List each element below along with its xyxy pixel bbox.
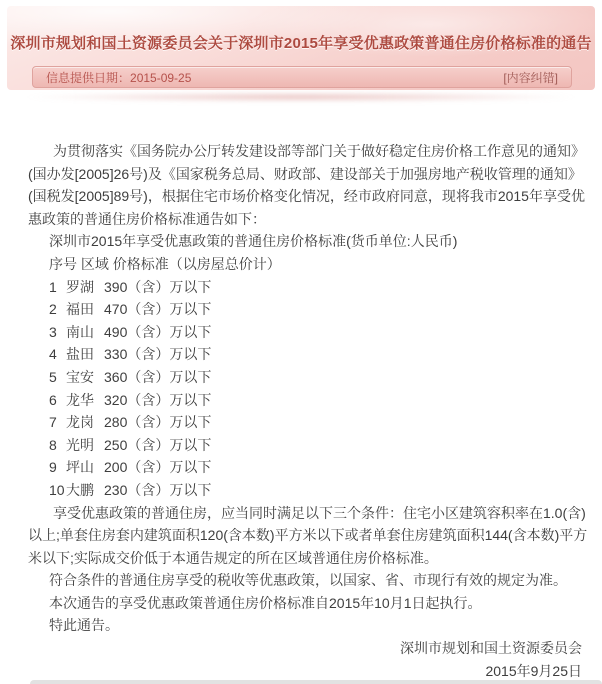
- content-correction-link[interactable]: [内容纠错]: [503, 70, 558, 85]
- header-banner: [7, 6, 595, 90]
- row-num: 1: [49, 278, 57, 295]
- effective-paragraph: 本次通告的享受优惠政策普通住房价格标准自2015年10月1日起执行。: [49, 594, 482, 611]
- tax-paragraph: 符合条件的普通住房享受的税收等优惠政策，以国家、省、市现行有效的规定为准。: [49, 572, 567, 589]
- conditions-paragraph: 享受优惠政策的普通住房，应当同时满足以下三个条件：住宅小区建筑容积率在1.0(含)以上;单套住房套内建筑面积120(含本数)平方米以下或者单套住房建筑面积144(含本数)平方米以下;实际成交价低于本通告规定的所在区域普通住房价格标准。: [28, 504, 588, 566]
- info-date: [46, 69, 191, 86]
- table-row: [28, 366, 590, 389]
- row-num: 9: [49, 459, 57, 476]
- row-district: 盐田: [66, 346, 94, 363]
- table-row: [28, 276, 590, 299]
- table-row: [28, 479, 590, 502]
- table-header-label: 序号 区域 价格标准（以房屋总价计）: [49, 255, 281, 272]
- row-district: 大鹏: [66, 481, 94, 498]
- row-num: 2: [49, 301, 57, 318]
- row-num: 4: [49, 346, 57, 363]
- table-row: [28, 411, 590, 434]
- row-price: 280（含）万以下: [104, 414, 212, 431]
- row-district: 光明: [66, 436, 94, 453]
- intro-paragraph: 为贯彻落实《国务院办公厅转发建设部等部门关于做好稳定住房价格工作意见的通知》(国办发[2005]26号)及《国家税务总局、财政部、建设部关于加强房地产税收管理的通知》(国税发[2005]89号)，根据住宅市场价格变化情况，经市政府同意，现将我市2015年享受优惠政策的普通住房价格标准通告如下：: [28, 143, 585, 227]
- banner-shadow: [24, 92, 578, 102]
- table-row: [28, 456, 590, 479]
- row-num: 6: [49, 391, 57, 408]
- row-price: 330（含）万以下: [104, 346, 212, 363]
- row-num: 8: [49, 436, 57, 453]
- row-price: 360（含）万以下: [104, 368, 212, 385]
- table-header-row: [28, 253, 590, 276]
- row-price: 230（含）万以下: [104, 481, 212, 498]
- row-price: 320（含）万以下: [104, 391, 212, 408]
- bottom-divider: [30, 680, 602, 684]
- signature: 深圳市规划和国土资源委员会: [400, 640, 582, 657]
- row-district: 龙华: [66, 391, 94, 408]
- row-district: 罗湖: [66, 278, 94, 295]
- info-date-label: 信息提供日期：: [46, 70, 131, 85]
- page-title: 深圳市规划和国土资源委员会关于深圳市2015年享受优惠政策普通住房价格标准的通告: [10, 35, 592, 52]
- info-date-value: 2015-09-25: [130, 70, 192, 85]
- table-row: [28, 298, 590, 321]
- closing-paragraph: 特此通告。: [49, 617, 119, 634]
- row-price: 390（含）万以下: [104, 278, 212, 295]
- row-price: 470（含）万以下: [104, 301, 212, 318]
- row-num: 10: [49, 481, 65, 498]
- standard-heading: 深圳市2015年享受优惠政策的普通住房价格标准(货币单位:人民币): [49, 233, 458, 250]
- row-district: 宝安: [66, 368, 94, 385]
- row-num: 3: [49, 323, 57, 340]
- info-bar: [32, 66, 572, 88]
- row-price: 200（含）万以下: [104, 459, 212, 476]
- row-district: 福田: [66, 301, 94, 318]
- row-price: 250（含）万以下: [104, 436, 212, 453]
- row-num: 7: [49, 414, 57, 431]
- row-district: 南山: [66, 323, 94, 340]
- row-num: 5: [49, 368, 57, 385]
- table-row: [28, 389, 590, 412]
- table-row: [28, 343, 590, 366]
- row-price: 490（含）万以下: [104, 323, 212, 340]
- row-district: 龙岗: [66, 414, 94, 431]
- table-row: [28, 434, 590, 457]
- table-row: [28, 321, 590, 344]
- row-district: 坪山: [66, 459, 94, 476]
- notice-body: [28, 140, 590, 682]
- signature-date: 2015年9月25日: [485, 662, 582, 679]
